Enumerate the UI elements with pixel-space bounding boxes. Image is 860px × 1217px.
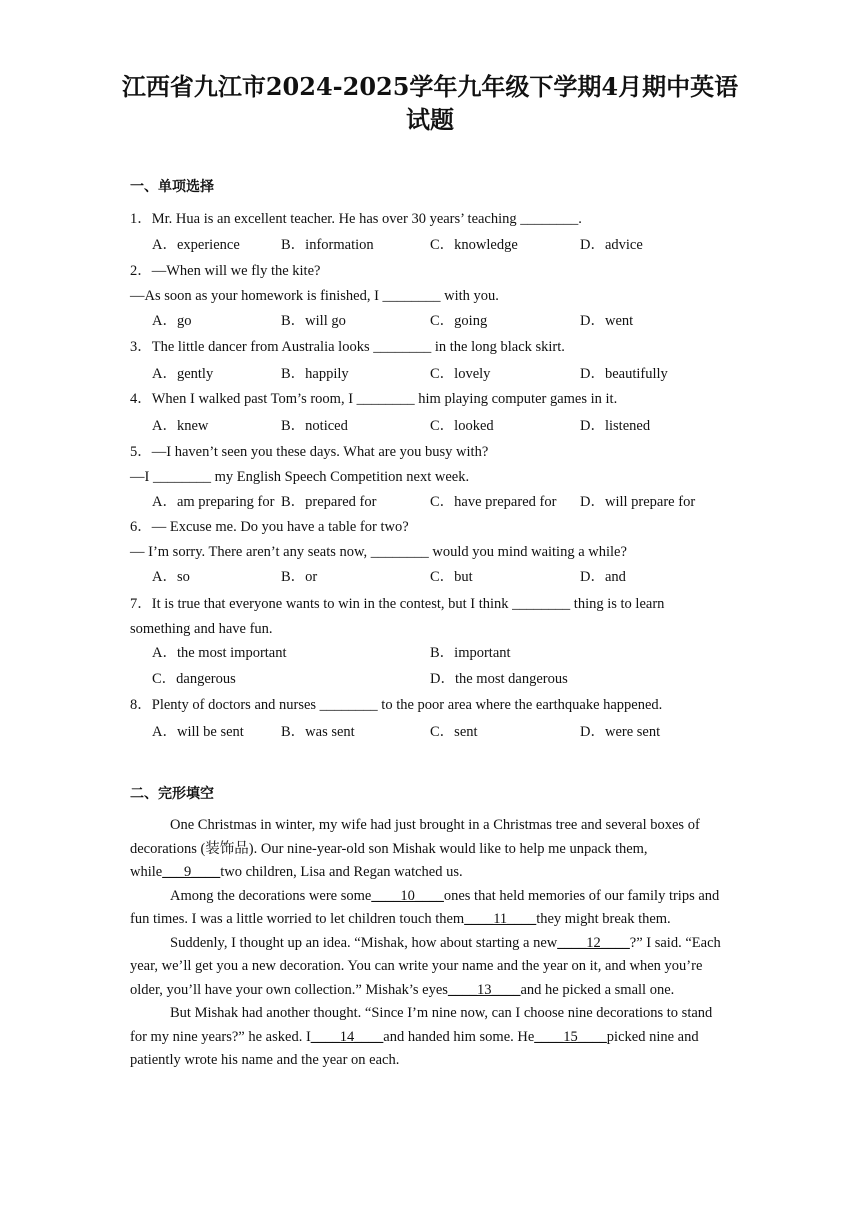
q6-option-c: C．but <box>430 569 473 585</box>
question-6-stem-reply: — I’m sorry. There aren’t any seats now, ________ would you mind waiting a while? <box>130 544 627 560</box>
q6-option-b: B．or <box>281 569 318 585</box>
q8-option-a: A．will be sent <box>152 724 244 740</box>
q8-option-b: B．was sent <box>281 724 355 740</box>
q7-option-c: C．dangerous <box>152 671 236 687</box>
section-heading-cloze: 二、完形填空 <box>130 786 214 802</box>
question-1-stem: 1．Mr. Hua is an excellent teacher. He has over 30 years’ teaching ________. <box>130 211 582 227</box>
q2-option-d: D．went <box>580 313 634 329</box>
page-title: 江西省九江市2024-2025学年九年级下学期4月期中英语试题 <box>121 72 739 134</box>
q1-option-a: A．experience <box>152 237 240 253</box>
q4-option-b: B．noticed <box>281 418 348 434</box>
paragraph-text: picked nine and patiently wrote his name and the year on each. <box>130 1028 699 1068</box>
q7-option-b: B．important <box>430 645 511 661</box>
paragraph-text: and he picked a small one. <box>520 981 675 998</box>
q5-option-a: A．am preparing for <box>152 494 275 510</box>
blank-11: ____11____ <box>464 911 537 927</box>
section-heading-single-choice: 一、单项选择 <box>130 179 214 195</box>
q4-option-a: A．knew <box>152 418 209 434</box>
q4-option-d: D．listened <box>580 418 651 434</box>
q6-option-d: D．and <box>580 569 626 585</box>
q3-option-a: A．gently <box>152 366 214 382</box>
q2-option-b: B．will go <box>281 313 346 329</box>
blank-15: ____15____ <box>534 1028 607 1045</box>
question-2-stem-reply: —As soon as your homework is finished, I ________ with you. <box>130 288 499 304</box>
passage-paragraph-2 <box>130 885 732 932</box>
paragraph-text: ?” I said. “Each year, we’ll get you a new decoration. You can write your name and the year on it, and when you’re older, you’ll have your own collection.” Mishak’s eyes <box>130 934 721 998</box>
blank-10: ____10____ <box>371 887 444 904</box>
q5-option-b: B．prepared for <box>281 494 377 510</box>
paragraph-text: Suddenly, I thought up an idea. “Mishak, how about starting a new <box>170 934 558 951</box>
paragraph-text: ones that held memories of our family trips and fun times. I was a little worried to let children touch them <box>130 887 720 927</box>
q5-option-c: C．have prepared for <box>430 494 557 510</box>
passage-paragraph-3 <box>130 932 732 1003</box>
q2-option-a: A．go <box>152 313 192 329</box>
question-3-stem: 3．The little dancer from Australia looks ________ in the long black skirt. <box>130 339 565 355</box>
q3-option-b: B．happily <box>281 366 349 382</box>
paragraph-text: they might break them. <box>536 911 671 927</box>
q3-option-c: C．lovely <box>430 366 491 382</box>
q5-option-d: D．will prepare for <box>580 494 696 510</box>
question-7-stem-cont: something and have fun. <box>130 621 273 637</box>
q4-option-c: C．looked <box>430 418 494 434</box>
question-5-stem-reply: —I ________ my English Speech Competition next week. <box>130 469 470 485</box>
question-6-stem: 6．— Excuse me. Do you have a table for two? <box>130 519 409 535</box>
q8-option-d: D．were sent <box>580 724 661 740</box>
q7-option-d: D．the most dangerous <box>430 671 568 687</box>
blank-13: ____13____ <box>447 981 521 998</box>
passage-paragraph-1 <box>130 814 732 885</box>
paragraph-text: But Mishak had another thought. “Since I’m nine now, can I choose nine decorations to stand for my nine years?” he asked. I <box>130 1005 713 1045</box>
q1-option-b: B．information <box>281 237 374 253</box>
q1-option-c: C．knowledge <box>430 237 518 253</box>
question-4-stem: 4．When I walked past Tom’s room, I ________ him playing computer games in it. <box>130 391 618 407</box>
paragraph-text: and handed him some. He <box>383 1028 535 1045</box>
cloze-passage <box>130 814 732 1073</box>
blank-12: ____12____ <box>557 934 630 951</box>
q1-option-d: D．advice <box>580 237 643 253</box>
question-2-stem: 2．—When will we fly the kite? <box>130 263 321 279</box>
question-8-stem: 8．Plenty of doctors and nurses ________ to the poor area where the earthquake happened. <box>130 697 663 713</box>
paragraph-text: One Christmas in winter, my wife had just brought in a Christmas tree and several boxes of decorations (装饰品). Our nine-year-old son Mishak would like to help me unpack them, while <box>130 817 700 880</box>
q2-option-c: C．going <box>430 313 488 329</box>
q3-option-d: D．beautifully <box>580 366 668 382</box>
question-5-stem: 5．—I haven’t seen you these days. What are you busy with? <box>130 444 489 460</box>
blank-14: ____14____ <box>310 1028 384 1045</box>
paragraph-text: two children, Lisa and Regan watched us. <box>220 864 463 880</box>
q7-option-a: A．the most important <box>152 645 287 661</box>
passage-paragraph-4 <box>130 1002 732 1073</box>
q6-option-a: A．so <box>152 569 190 585</box>
blank-9: ___9____ <box>162 864 221 880</box>
question-7-stem: 7．It is true that everyone wants to win in the contest, but I think ________ thing is to learn <box>130 596 665 612</box>
q8-option-c: C．sent <box>430 724 478 740</box>
paragraph-text: Among the decorations were some <box>170 887 372 904</box>
